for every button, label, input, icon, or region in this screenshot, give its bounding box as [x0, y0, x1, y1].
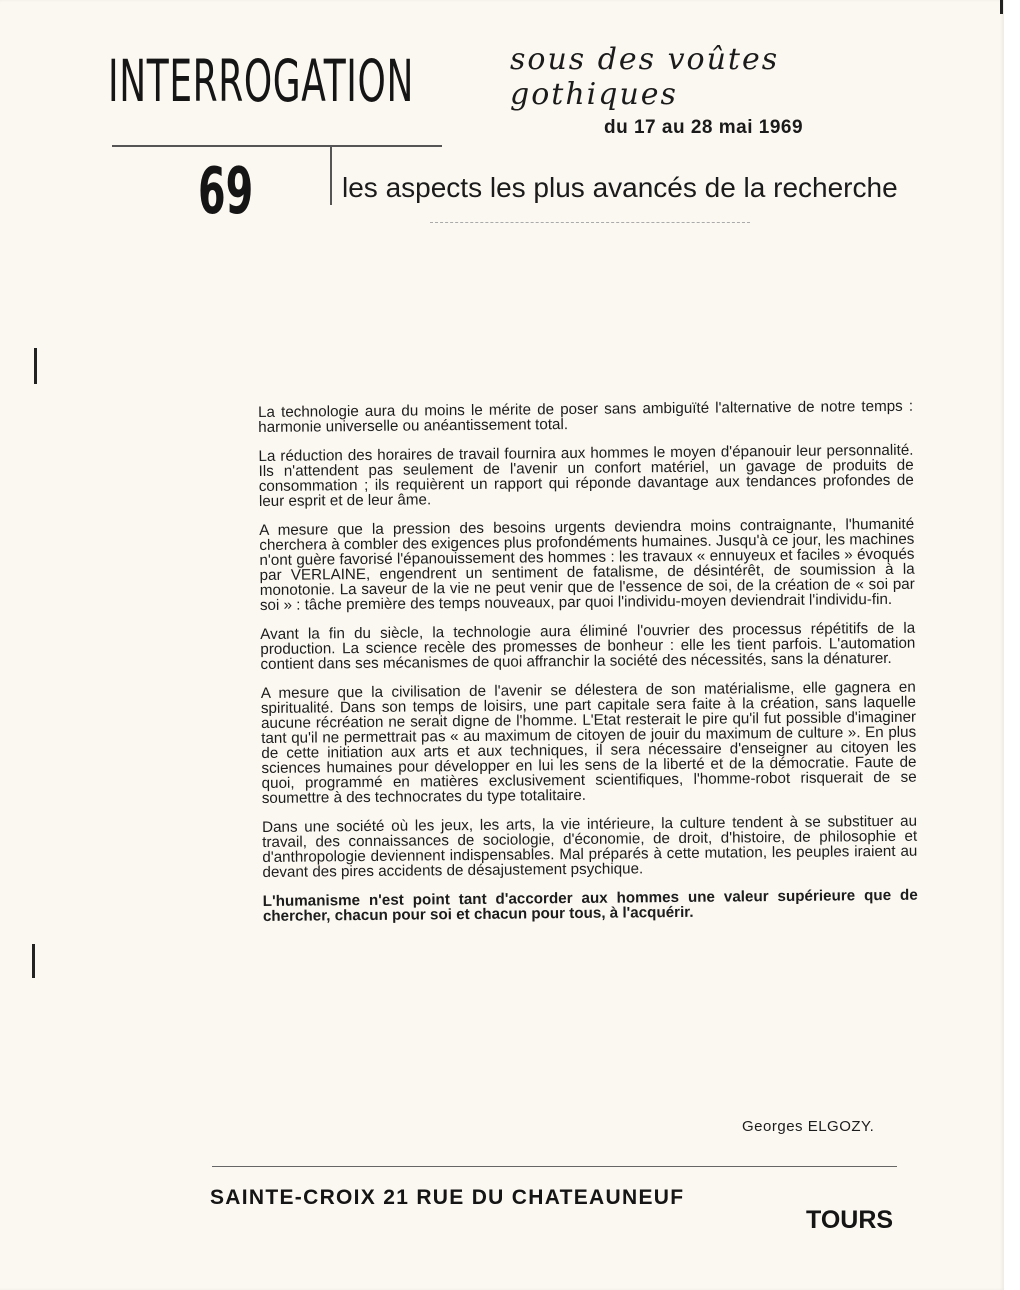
venue-city: TOURS — [806, 1206, 894, 1234]
event-subtitle: sous des voûtes gothiques — [510, 42, 780, 112]
header-divider — [330, 147, 332, 205]
masthead-title: INTERROGATION — [108, 47, 414, 115]
article-paragraph: A mesure que la civilisation de l'avenir se délestera de son matérialisme, elle gagnera en spiritualité. Dans son temps de loisirs, une part capitale sera faite à la création, sans laquelle aucune récréation ne serait digne de l'homme. L'Etat resterait le pire qu'il fut possible d'imaginer tant qu'il ne permettrait pas « au maximum de citoyen de jouir du maximum de culture ». En plus de cette initiation aux arts et aux techniques, il sera nécessaire d'enseigner au citoyen les sciences humaines pour développer en lui les sens de la liberté et de la démocratie. Faute de quoi, programmé en matières exclusivement scientifiques, l'homme-robot risquerait de se soumettre à des technocrates du type totalitaire. — [260, 678, 917, 807]
article-paragraph: Avant la fin du siècle, la technologie aura éliminé l'ouvrier des processus répétitifs de la production. La science recèle des promesses de bonheur : elle les tient parfois. L'automation contient dans ses mécanismes de quoi affranchir la société des nécessités, sans la dénaturer. — [260, 619, 916, 673]
binding-mark — [34, 348, 37, 384]
article-paragraph: A mesure que la pression des besoins urgents deviendra moins contraignante, l'humanité cherchera à combler des exigences plus profondéments humaines. Jusqu'à ce jour, les machines n'ont guère favorisé l'épanouissement des hommes : les travaux « ennuyeux et faciles » évoqués par VERLAINE, engendrent un sentiment de fatalisme, de désintérêt, de soumission à la monotonie. La saveur de la vie ne peut venir que de l'essence de soi, de la création de « soi par soi » : tâche première des temps nouveaux, par quoi l'individu-moyen deviendrait l'individu-fin. — [259, 515, 915, 614]
article-paragraph: La réduction des horaires de travail fournira aux hommes le moyen d'épanouir leur personnalité. Ils n'attendent pas seulement de l'avenir un confort matériel, un gavage de produits de consommation ; ils requièrent un rapport qui réponde davantage aux tendances profondes de leur esprit et de leur âme. — [258, 441, 914, 510]
article-conclusion: L'humanisme n'est point tant d'accorder aux hommes une valeur supérieure que de chercher, chacun pour soi et chacun pour tous, à l'acquérir. — [262, 886, 918, 925]
header-rule — [112, 145, 442, 147]
article-paragraph: Dans une société où les jeux, les arts, la vie intérieure, la culture tendent à se substituer au travail, des connaissances de sociologie, d'économie, de droit, d'histoire, de philosophie et d'anthropologie deviennent indispensables. Mal préparés à cette mutation, les peuples iraient au devant des pires accidents de désajustement psychique. — [261, 812, 918, 881]
venue-address: SAINTE-CROIX 21 RUE DU CHATEAUNEUF — [210, 1186, 685, 1209]
issue-number: 69 — [198, 155, 254, 229]
binding-mark — [1000, 0, 1003, 14]
event-dates: du 17 au 28 mai 1969 — [604, 117, 804, 138]
tagline: les aspects les plus avancés de la recherche — [342, 172, 898, 203]
binding-mark — [32, 944, 35, 978]
article-body — [258, 399, 918, 938]
tagline-underline — [430, 222, 750, 223]
footer-rule — [212, 1166, 897, 1167]
author-signature: Georges ELGOZY. — [742, 1118, 875, 1135]
article-paragraph: La technologie aura du moins le mérite de poser sans ambiguïté l'alternative de notre temps : harmonie universelle ou anéantissement total. — [257, 397, 914, 436]
